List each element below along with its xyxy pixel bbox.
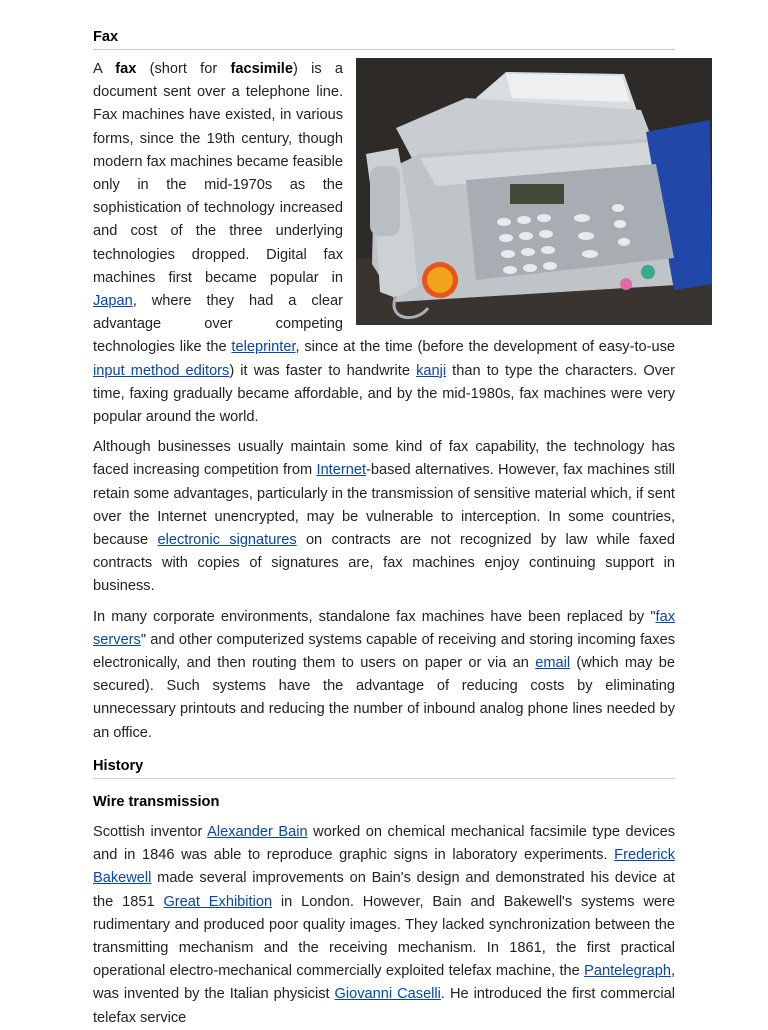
link-internet[interactable]: Internet — [316, 462, 367, 479]
fax-machine-image[interactable] — [356, 58, 712, 325]
subsection-heading-wire-transmission: Wire transmission — [93, 793, 220, 810]
section-heading-fax: Fax — [93, 26, 675, 50]
link-input-method-editors[interactable]: input method editors — [93, 362, 230, 379]
paragraph-wire-transmission: Scottish inventor Alexander Bain worked on chemical mechanical facsimile type devices and in 1846 was able to reproduce graphic signs in laboratory experiments. Frederick Bakewell made several improvements on Bain's design and demonstrated his device at the 1851 Great Exhibition in London. However, Bain and Bakewell's systems were rudimentary and produced poor quality images. They lacked synchronization between the transmitting mechanism and the receiving mechanism. In 1861, the first practical operational electro-mechanical commercially exploited telefax machine, the Pantelegraph, was invented by the Italian physicist Giovanni Caselli. He introduced the first commercial telefax service — [93, 823, 676, 1026]
link-frederick-bakewell[interactable]: Frederick Bakewell — [93, 847, 675, 887]
link-pantelegraph[interactable]: Pantelegraph — [584, 963, 671, 980]
paragraph-corporate: In many corporate environments, standalone fax machines have been replaced by "fax servers" and other computerized systems capable of receiving and storing incoming faxes electronically, and then routing them to users on paper or via an email (which may be secured). Such systems have the advantage of reducing costs by eliminating unnecessary printouts and reducing the number of inbound analog phone lines needed by an office. — [93, 608, 675, 741]
link-kanji[interactable]: kanji — [416, 362, 447, 379]
link-japan[interactable]: Japan — [93, 293, 133, 310]
link-alexander-bain[interactable]: Alexander Bain — [207, 823, 308, 840]
intro-paragraph: A fax (short for facsimile) is a document sent over a telephone line. Fax machines have existed, in various forms, since the 19th century, though modern fax machines became feasible only in the mid-1970s as the sophistication of technology increased and cost of the three underlying technologies dropped. Digital fax machines first became popular in Japan, where they had a clear advantage over competing technologies like the teleprinter, since at the time (before the development of easy-to-use input method editors) it was faster to handwrite kanji than to type the characters. Over time, faxing gradually became affordable, and by the mid-1980s, fax machines were very popular around the world. — [93, 58, 675, 429]
link-giovanni-caselli[interactable]: Giovanni Caselli — [334, 986, 441, 1003]
link-electronic-signatures[interactable]: electronic signatures — [157, 532, 297, 549]
link-teleprinter[interactable]: teleprinter — [231, 339, 296, 356]
link-great-exhibition[interactable]: Great Exhibition — [163, 893, 273, 910]
section-heading-history: History — [93, 755, 675, 779]
link-email[interactable]: email — [535, 655, 571, 672]
term-fax: fax — [115, 61, 137, 77]
term-facsimile: facsimile — [230, 61, 293, 77]
link-fax-servers[interactable]: fax servers — [93, 608, 675, 648]
fax-machine-photo-icon — [356, 58, 712, 325]
paragraph-business: Although businesses usually maintain some kind of fax capability, the technology has faced increasing competition from Internet-based alternatives. However, fax machines still retain some advantages, particularly in the transmission of sensitive material which, if sent over the Internet unencrypted, may be vulnerable to interception. In some countries, because electronic signatures on contracts are not recognized by law while faxed contracts with copies of signatures are, fax machines enjoy continuing support in business. — [93, 439, 675, 595]
article — [93, 0, 675, 1030]
